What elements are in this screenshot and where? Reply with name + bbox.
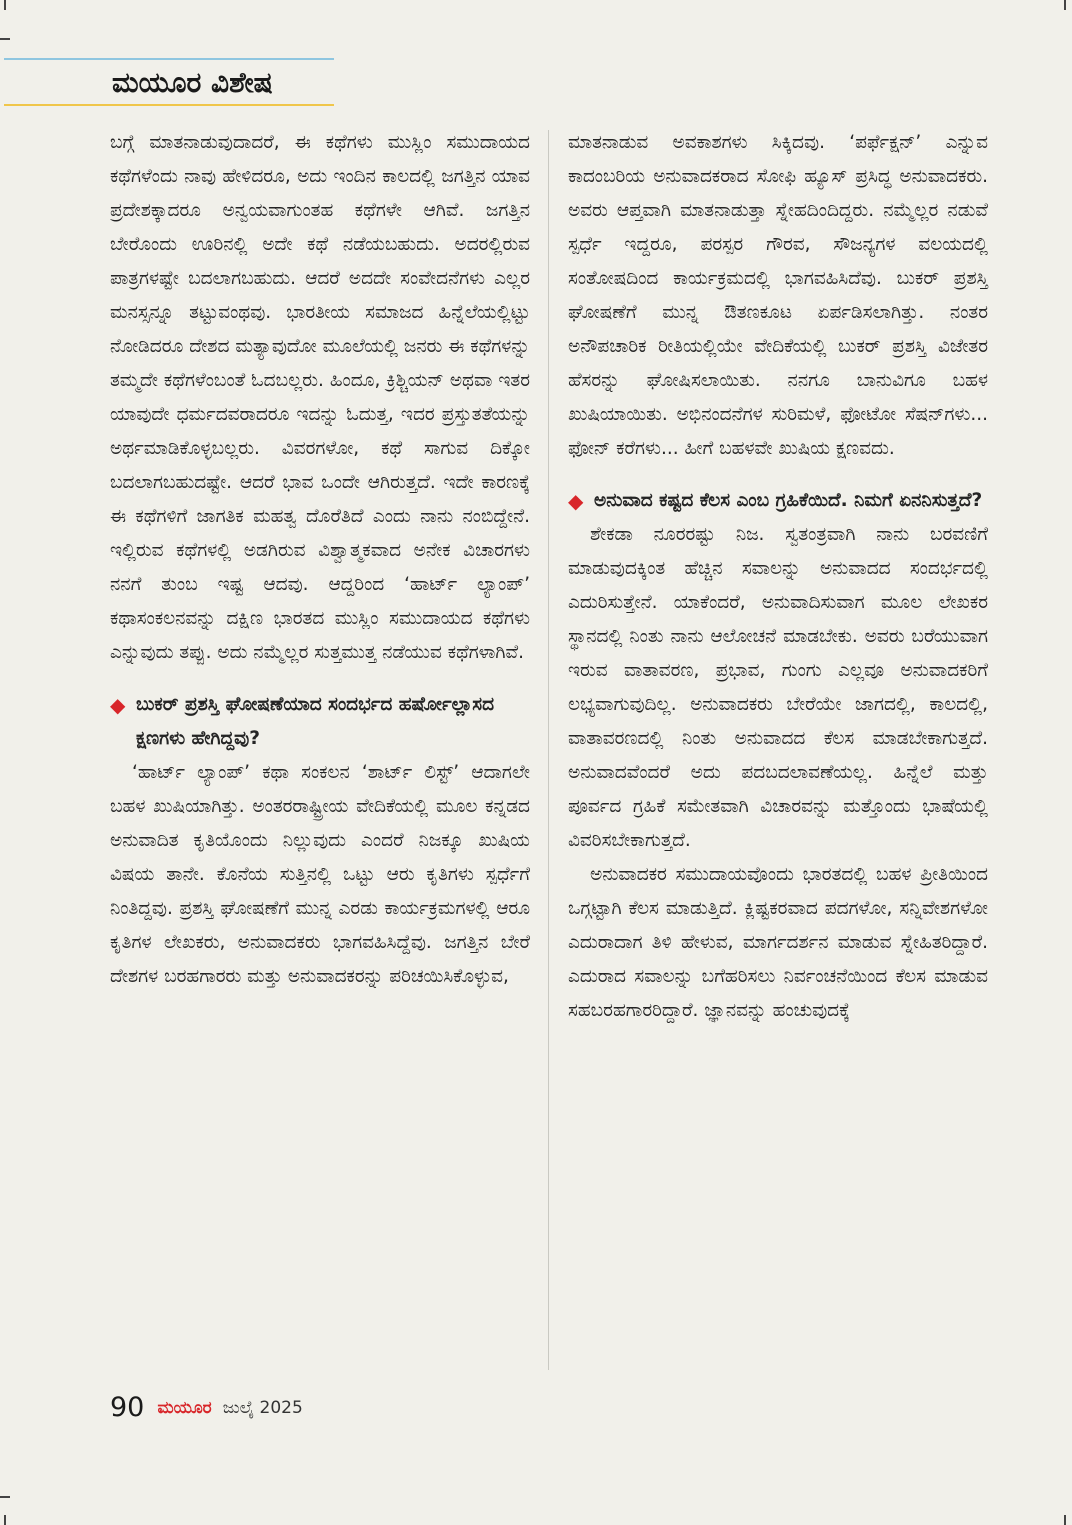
header-rule-top [4,58,334,60]
crop-mark [0,1496,10,1498]
header-rule-bottom [4,104,334,106]
crop-mark [4,0,6,10]
section-title: ಮಯೂರ ವಿಶೇಷ [112,66,273,99]
diamond-bullet-icon: ◆ [568,489,584,513]
diamond-bullet-icon: ◆ [110,693,126,717]
crop-mark [1064,1515,1066,1525]
column-right [568,126,988,1028]
paragraph: ಬಗ್ಗೆ ಮಾತನಾಡುವುದಾದರೆ, ಈ ಕಥೆಗಳು ಮುಸ್ಲಿಂ ಸಮುದಾಯದ ಕಥೆಗಳೆಂದು ನಾವು ಹೇಳಿದರೂ, ಅದು ಇಂದಿನ ಕಾಲದಲ್ಲಿ ಜಗತ್ತಿನ ಯಾವ ಪ್ರದೇಶಕ್ಕಾದರೂ ಅನ್ವಯವಾಗುಂತಹ ಕಥೆಗಳೇ ಆಗಿವೆ. ಜಗತ್ತಿನ ಬೇರೊಂದು ಊರಿನಲ್ಲಿ ಅದೇ ಕಥೆ ನಡೆಯಬಹುದು. ಅದರಲ್ಲಿರುವ ಪಾತ್ರಗಳಷ್ಟೇ ಬದಲಾಗಬಹುದು. ಆದರೆ ಅದದೇ ಸಂವೇದನೆಗಳು ಎಲ್ಲರ ಮನಸ್ಸನ್ನೂ ತಟ್ಟುವಂಥವು. ಭಾರತೀಯ ಸಮಾಜದ ಹಿನ್ನೆಲೆಯಲ್ಲಿಟ್ಟು ನೋಡಿದರೂ ದೇಶದ ಮತ್ಯಾವುದೋ ಮೂಲೆಯಲ್ಲಿ ಜನರು ಈ ಕಥೆಗಳನ್ನು ತಮ್ಮದೇ ಕಥೆಗಳೆಂಬಂತೆ ಓದಬಲ್ಲರು. ಹಿಂದೂ, ಕ್ರಿಶ್ಚಿಯನ್ ಅಥವಾ ಇತರ ಯಾವುದೇ ಧರ್ಮದವರಾದರೂ ಇದನ್ನು ಓದುತ್ತ, ಇದರ ಪ್ರಸ್ತುತತೆಯನ್ನು ಅರ್ಥಮಾಡಿಕೊಳ್ಳಬಲ್ಲರು. ವಿವರಗಳೋ, ಕಥೆ ಸಾಗುವ ದಿಕ್ಕೋ ಬದಲಾಗಬಹುದಷ್ಟೇ. ಆದರೆ ಭಾವ ಒಂದೇ ಆಗಿರುತ್ತದೆ. ಇದೇ ಕಾರಣಕ್ಕೆ ಈ ಕಥೆಗಳಿಗೆ ಜಾಗತಿಕ ಮಹತ್ವ ದೊರೆತಿದೆ ಎಂದು ನಾನು ನಂಬಿದ್ದೇನೆ. ಇಲ್ಲಿರುವ ಕಥೆಗಳಲ್ಲಿ ಅಡಗಿರುವ ವಿಶ್ವಾತ್ಮಕವಾದ ಅನೇಕ ವಿಚಾರಗಳು ನನಗೆ ತುಂಬ ಇಷ್ಟ ಆದವು. ಆದ್ದರಿಂದ ‘ಹಾರ್ಟ್ ಲ್ಯಾಂಪ್’ ಕಥಾಸಂಕಲನವನ್ನು ದಕ್ಷಿಣ ಭಾರತದ ಮುಸ್ಲಿಂ ಸಮುದಾಯದ ಕಥೆಗಳು ಎನ್ನುವುದು ತಪ್ಪು. ಅದು ನಮ್ಮೆಲ್ಲರ ಸುತ್ತಮುತ್ತ ನಡೆಯುವ ಕಥೆಗಳಾಗಿವೆ. [110,132,530,663]
paragraph: ಅನುವಾದಕರ ಸಮುದಾಯವೊಂದು ಭಾರತದಲ್ಲಿ ಬಹಳ ಪ್ರೀತಿಯಿಂದ ಒಗ್ಗಟ್ಟಾಗಿ ಕೆಲಸ ಮಾಡುತ್ತಿದೆ. ಕ್ಲಿಷ್ಟಕರವಾದ ಪದಗಳೋ, ಸನ್ನಿವೇಶಗಳೋ ಎದುರಾದಾಗ ತಿಳಿ ಹೇಳುವ, ಮಾರ್ಗದರ್ಶನ ಮಾಡುವ ಸ್ನೇಹಿತರಿದ್ದಾರೆ. ಎದುರಾದ ಸವಾಲನ್ನು ಬಗೆಹರಿಸಲು ನಿರ್ವಂಚನೆಯಿಂದ ಕೆಲಸ ಮಾಡುವ ಸಹಬರಹಗಾರರಿದ್ದಾರೆ. ಜ್ಞಾನವನ್ನು ಹಂಚುವುದಕ್ಕೆ [568,864,988,1021]
magazine-logo: ಮಯೂರ [157,1397,212,1418]
crop-mark [4,1515,6,1525]
question-heading [110,688,530,756]
column-left [110,126,530,994]
page-number: 90 [110,1392,145,1423]
question-text: ಬುಕರ್ ಪ್ರಶಸ್ತಿ ಘೋಷಣೆಯಾದ ಸಂದರ್ಭದ ಹರ್ಷೋಲ್ಲಾಸದ ಕ್ಷಣಗಳು ಹೇಗಿದ್ದವು? [136,694,495,749]
issue-date: ಜುಲೈ 2025 [222,1397,303,1418]
column-divider [548,130,549,1370]
section-header [4,58,336,108]
paragraph: ‘ಹಾರ್ಟ್ ಲ್ಯಾಂಪ್’ ಕಥಾ ಸಂಕಲನ ‘ಶಾರ್ಟ್ ಲಿಸ್ಟ್’ ಆದಾಗಲೇ ಬಹಳ ಖುಷಿಯಾಗಿತ್ತು. ಅಂತರರಾಷ್ಟ್ರೀಯ ವೇದಿಕೆಯಲ್ಲಿ ಮೂಲ ಕನ್ನಡದ ಅನುವಾದಿತ ಕೃತಿಯೊಂದು ನಿಲ್ಲುವುದು ಎಂದರೆ ನಿಜಕ್ಕೂ ಖುಷಿಯ ವಿಷಯ ತಾನೇ. ಕೊನೆಯ ಸುತ್ತಿನಲ್ಲಿ ಒಟ್ಟು ಆರು ಕೃತಿಗಳು ಸ್ಪರ್ಧೆಗೆ ನಿಂತಿದ್ದವು. ಪ್ರಶಸ್ತಿ ಘೋಷಣೆಗೆ ಮುನ್ನ ಎರಡು ಕಾರ್ಯಕ್ರಮಗಳಲ್ಲಿ ಆರೂ ಕೃತಿಗಳ ಲೇಖಕರು, ಅನುವಾದಕರು ಭಾಗವಹಿಸಿದ್ದೆವು. ಜಗತ್ತಿನ ಬೇರೆ ದೇಶಗಳ ಬರಹಗಾರರು ಮತ್ತು ಅನುವಾದಕರನ್ನು ಪರಿಚಯಿಸಿಕೊಳ್ಳುವ, [110,762,530,987]
paragraph: ಮಾತನಾಡುವ ಅವಕಾಶಗಳು ಸಿಕ್ಕಿದವು. ‘ಪರ್ಫೆಕ್ಷನ್’ ಎನ್ನುವ ಕಾದಂಬರಿಯ ಅನುವಾದಕರಾದ ಸೋಫಿ ಹ್ಯೂಸ್ ಪ್ರಸಿದ್ಧ ಅನುವಾದಕರು. ಅವರು ಆಪ್ತವಾಗಿ ಮಾತನಾಡುತ್ತಾ ಸ್ನೇಹದಿಂದಿದ್ದರು. ನಮ್ಮೆಲ್ಲರ ನಡುವೆ ಸ್ಪರ್ಧೆ ಇದ್ದರೂ, ಪರಸ್ಪರ ಗೌರವ, ಸೌಜನ್ಯಗಳ ವಲಯದಲ್ಲಿ ಸಂತೋಷದಿಂದ ಕಾರ್ಯಕ್ರಮದಲ್ಲಿ ಭಾಗವಹಿಸಿದೆವು. ಬುಕರ್ ಪ್ರಶಸ್ತಿ ಘೋಷಣೆಗೆ ಮುನ್ನ ಔತಣಕೂಟ ಏರ್ಪಡಿಸಲಾಗಿತ್ತು. ನಂತರ ಅನೌಪಚಾರಿಕ ರೀತಿಯಲ್ಲಿಯೇ ವೇದಿಕೆಯಲ್ಲಿ ಬುಕರ್ ಪ್ರಶಸ್ತಿ ವಿಜೇತರ ಹೆಸರನ್ನು ಘೋಷಿಸಲಾಯಿತು. ನನಗೂ ಬಾನುವಿಗೂ ಬಹಳ ಖುಷಿಯಾಯಿತು. ಅಭಿನಂದನೆಗಳ ಸುರಿಮಳೆ, ಫೋಟೋ ಸೆಷನ್‌ಗಳು... ಫೋನ್ ಕರೆಗಳು... ಹೀಗೆ ಬಹಳವೇ ಖುಷಿಯ ಕ್ಷಣವದು. [568,132,988,459]
question-heading [568,484,988,518]
crop-mark [1064,0,1066,10]
question-text: ಅನುವಾದ ಕಷ್ಟದ ಕೆಲಸ ಎಂಬ ಗ್ರಹಿಕೆಯಿದೆ. ನಿಮಗೆ ಏನನಿಸುತ್ತದೆ? [594,490,983,511]
crop-mark [0,38,10,40]
page-footer [110,1392,303,1432]
paragraph: ಶೇಕಡಾ ನೂರರಷ್ಟು ನಿಜ. ಸ್ವತಂತ್ರವಾಗಿ ನಾನು ಬರವಣಿಗೆ ಮಾಡುವುದಕ್ಕಿಂತ ಹೆಚ್ಚಿನ ಸವಾಲನ್ನು ಅನುವಾದದ ಸಂದರ್ಭದಲ್ಲಿ ಎದುರಿಸುತ್ತೇನೆ. ಯಾಕೆಂದರೆ, ಅನುವಾದಿಸುವಾಗ ಮೂಲ ಲೇಖಕರ ಸ್ಥಾನದಲ್ಲಿ ನಿಂತು ನಾನು ಆಲೋಚನೆ ಮಾಡಬೇಕು. ಅವರು ಬರೆಯುವಾಗ ಇರುವ ವಾತಾವರಣ, ಪ್ರಭಾವ, ಗುಂಗು ಎಲ್ಲವೂ ಅನುವಾದಕರಿಗೆ ಲಭ್ಯವಾಗುವುದಿಲ್ಲ. ಅನುವಾದಕರು ಬೇರೆಯೇ ಜಾಗದಲ್ಲಿ, ಕಾಲದಲ್ಲಿ, ವಾತಾವರಣದಲ್ಲಿ ನಿಂತು ಅನುವಾದದ ಕೆಲಸ ಮಾಡಬೇಕಾಗುತ್ತದೆ. ಅನುವಾದವೆಂದರೆ ಅದು ಪದಬದಲಾವಣೆಯಲ್ಲ. ಹಿನ್ನೆಲೆ ಮತ್ತು ಪೂರ್ವದ ಗ್ರಹಿಕೆ ಸಮೇತವಾಗಿ ವಿಚಾರವನ್ನು ಮತ್ತೊಂದು ಭಾಷೆಯಲ್ಲಿ ವಿವರಿಸಬೇಕಾಗುತ್ತದೆ. [568,524,988,851]
